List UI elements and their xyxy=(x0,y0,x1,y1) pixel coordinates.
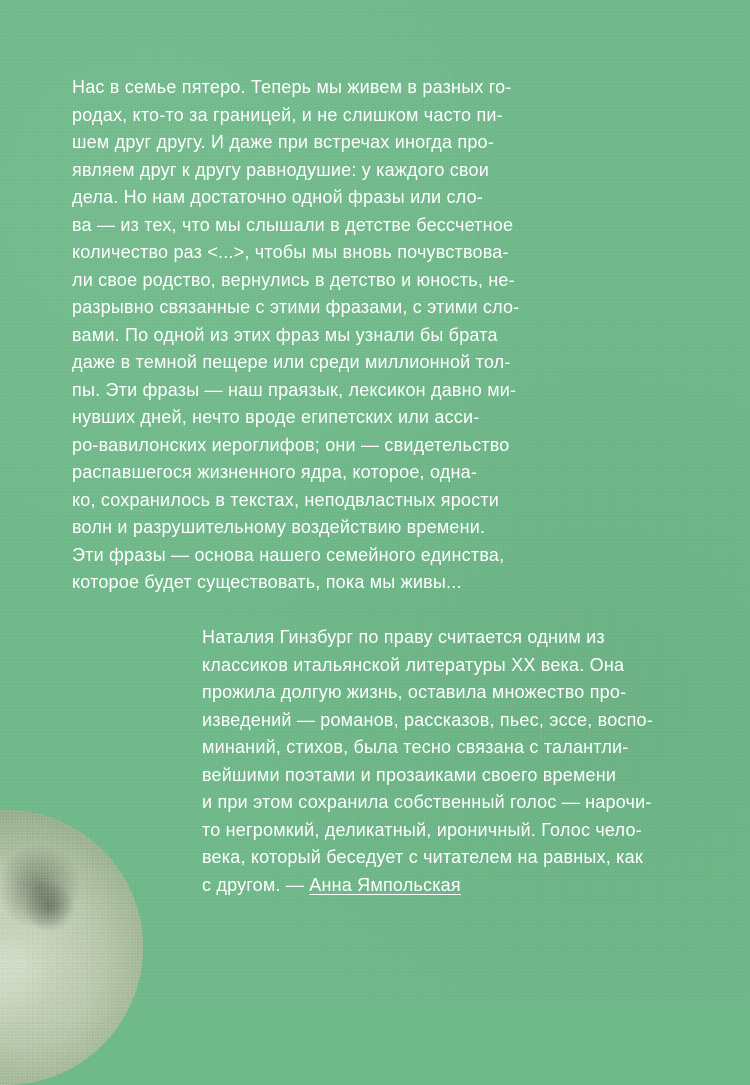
author-bio-text: Наталия Гинзбург по праву считается одним из классиков итальянской литературы XX века. Она прожила долгую жизнь, оставила множество про- изведений — романов, рассказов, пьес, эссе, воспо- минаний, стихов, была тесно связана с талантли- вейшими поэтами и прозаиками своего времени и при этом сохранила собственный голос — нарочи- то негромкий, деликатный, ироничный. Голос чело- века, который беседует с читателем на равных, как с другом. — xyxy=(202,627,653,895)
book-quote: Нас в семье пятеро. Теперь мы живем в разных го- родах, кто-то за границей, и не слишком часто пи- шем друг другу. И даже при встречах иногда про- являем друг к другу равнодушие: у каждого свои дела. Но нам достаточно одной фразы или сло- ва — из тех, что мы слышали в детстве бессчетное количество раз <...>, чтобы мы вновь почувствова- ли свое родство, вернулись в детство и юность, не- разрывно связанные с этими фразами, с этими сло- вами. По одной из этих фраз мы узнали бы брата даже в темной пещере или среди миллионной тол- пы. Эти фразы — наш праязык, лексикон давно ми- нувших дней, нечто вроде египетских или асси- ро-вавилонских иероглифов; они — свидетельство распавшегося жизненного ядра, которое, одна- ко, сохранилось в текстах, неподвластных ярости волн и разрушительному воздействию времени. Эти фразы — основа нашего семейного единства, которое будет существовать, пока мы живы... xyxy=(72,77,520,592)
author-bio xyxy=(202,624,707,899)
author-link[interactable]: Анна Ямпольская xyxy=(309,874,461,895)
moon-image xyxy=(0,810,143,1085)
